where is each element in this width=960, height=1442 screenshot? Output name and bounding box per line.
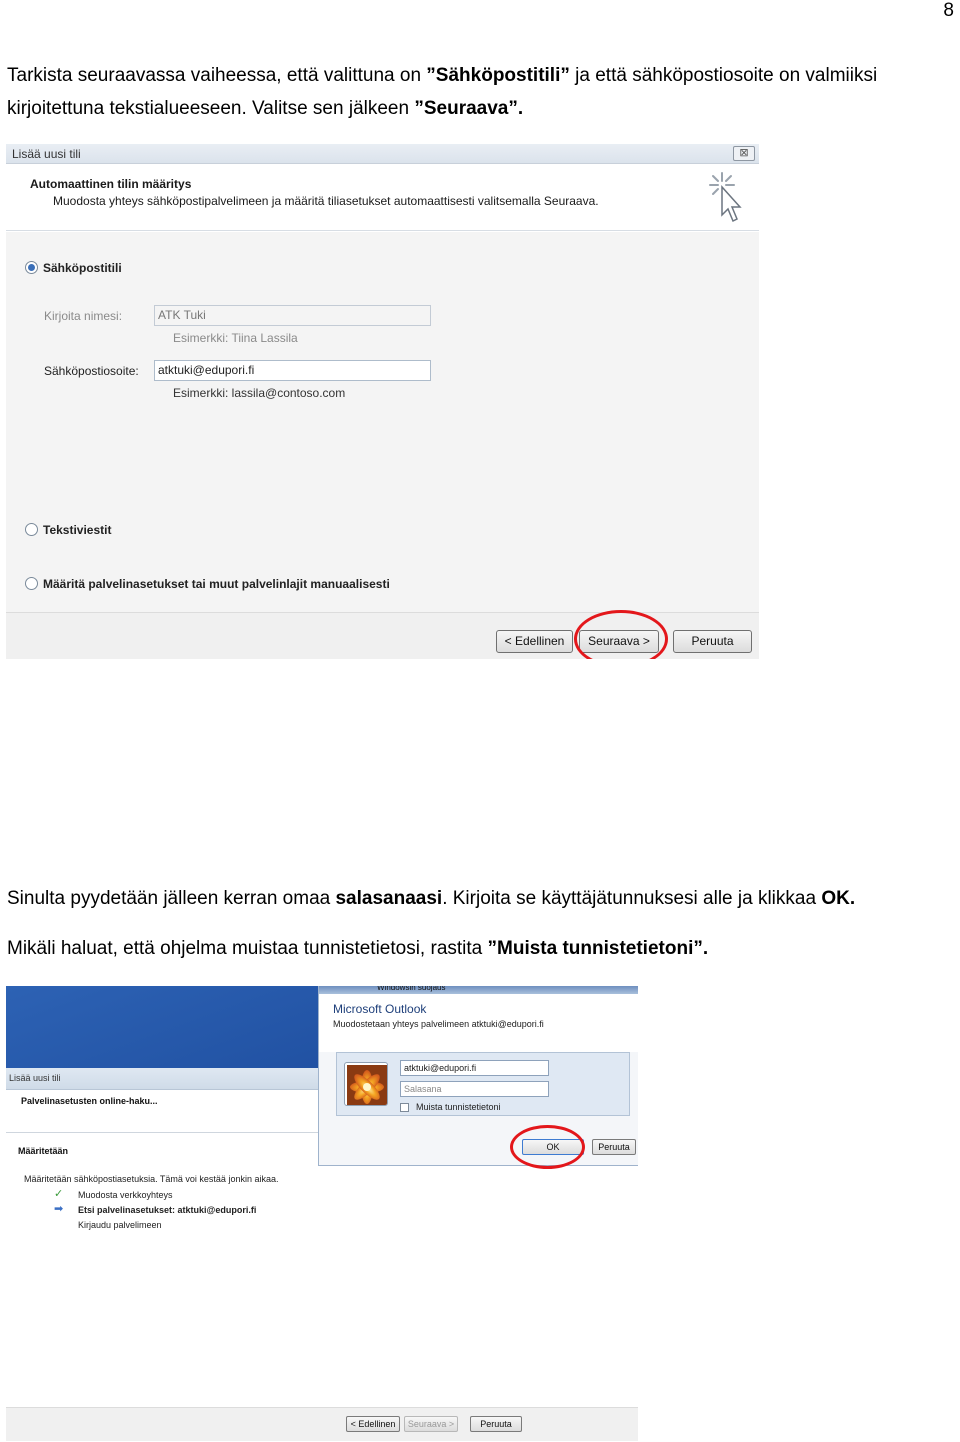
- wizard-title: Lisää uusi tili: [9, 1073, 61, 1083]
- name-hint: Esimerkki: Tiina Lassila: [173, 331, 298, 345]
- header-subtitle: Muodosta yhteys sähköpostipalvelimeen ja määritä tiliasetukset automaattisesti valitsemalla Seuraava.: [53, 194, 599, 208]
- radio-sms-label: Tekstiviestit: [43, 523, 112, 537]
- remember-instruction: Mikäli haluat, että ohjelma muistaa tunnistetietosi, rastita ”Muista tunnistetietoni”.: [7, 938, 709, 959]
- screenshot-add-account: [6, 144, 759, 659]
- next-button[interactable]: Seuraava >: [579, 630, 659, 653]
- radio-sms[interactable]: [25, 523, 38, 536]
- username-input[interactable]: atktuki@edupori.fi: [400, 1060, 549, 1076]
- wizard-footer-2: [6, 1407, 638, 1441]
- step-network: Muodosta verkkoyhteys: [78, 1190, 173, 1200]
- radio-manual-label: Määritä palvelinasetukset tai muut palvelinlajit manuaalisesti: [43, 577, 390, 591]
- email-input[interactable]: atktuki@edupori.fi: [154, 360, 431, 381]
- checkmark-icon: ✓: [54, 1188, 64, 1200]
- highlight-circle-next: [574, 610, 668, 659]
- cancel-button-2[interactable]: Peruuta: [470, 1416, 522, 1432]
- radio-manual[interactable]: [25, 577, 38, 590]
- radio-email-label: Sähköpostitili: [43, 261, 122, 275]
- close-icon[interactable]: ⊠: [733, 146, 755, 161]
- step-find-settings: Etsi palvelinasetukset: atktuki@edupori.fi: [78, 1205, 257, 1215]
- user-avatar-icon: [344, 1062, 388, 1106]
- email-hint: Esimerkki: lassila@contoso.com: [173, 386, 346, 400]
- dialog-title: Microsoft Outlook: [333, 1002, 427, 1016]
- cancel-button[interactable]: Peruuta: [673, 630, 752, 653]
- radio-email-account[interactable]: [25, 261, 38, 274]
- ok-button[interactable]: OK: [522, 1139, 584, 1155]
- intro-line-2: kirjoitettuna tekstialueeseen. Valitse sen jälkeen ”Seuraava”.: [7, 98, 524, 119]
- arrow-right-icon: ➡: [54, 1203, 64, 1215]
- name-input[interactable]: ATK Tuki: [154, 305, 431, 326]
- section-title: Määritetään: [18, 1146, 69, 1156]
- password-input[interactable]: Salasana: [400, 1081, 549, 1097]
- dialog-titlebar: [319, 986, 638, 994]
- password-instruction: Sinulta pyydetään jälleen kerran omaa salasanaasi. Kirjoita se käyttäjätunnuksesi alle ja klikkaa OK.: [7, 888, 856, 909]
- screenshot-password-prompt: [6, 986, 638, 1441]
- window-titlebar: [6, 144, 759, 164]
- intro-line-1: Tarkista seuraavassa vaiheessa, että valittuna on ”Sähköpostitili” ja että sähköpostiosoite on valmiiksi: [7, 65, 878, 86]
- highlight-circle-ok: [510, 1125, 585, 1169]
- outlook-login-dialog: [318, 986, 638, 1166]
- dialog-subtitle: Muodostetaan yhteys palvelimeen atktuki@edupori.fi: [333, 1019, 544, 1029]
- name-label: Kirjoita nimesi:: [44, 309, 123, 323]
- remember-label: Muista tunnistetietoni: [416, 1102, 501, 1112]
- dialog-cancel-button[interactable]: Peruuta: [592, 1139, 636, 1155]
- step-login: Kirjaudu palvelimeen: [78, 1220, 162, 1230]
- back-button[interactable]: < Edellinen: [496, 630, 573, 653]
- email-label: Sähköpostiosoite:: [44, 364, 139, 378]
- window-title: Lisää uusi tili: [12, 147, 81, 161]
- wizard-heading: Palvelinasetusten online-haku...: [21, 1096, 158, 1106]
- dialog-titlebar-text: Windowsin suojaus: [377, 986, 446, 992]
- remember-checkbox[interactable]: [400, 1103, 409, 1112]
- section-description: Määritetään sähköpostiasetuksia. Tämä voi kestää jonkin aikaa.: [24, 1174, 279, 1184]
- dialog-header: [319, 994, 638, 1052]
- page-number: 8: [943, 0, 954, 21]
- back-button-2[interactable]: < Edellinen: [346, 1416, 400, 1432]
- credential-panel: [336, 1052, 630, 1116]
- wizard-body: [6, 232, 759, 612]
- cursor-sparkle-icon: [708, 171, 748, 227]
- next-button-2[interactable]: Seuraava >: [404, 1416, 458, 1432]
- header-title: Automaattinen tilin määritys: [30, 177, 192, 191]
- wizard-header: [6, 165, 759, 231]
